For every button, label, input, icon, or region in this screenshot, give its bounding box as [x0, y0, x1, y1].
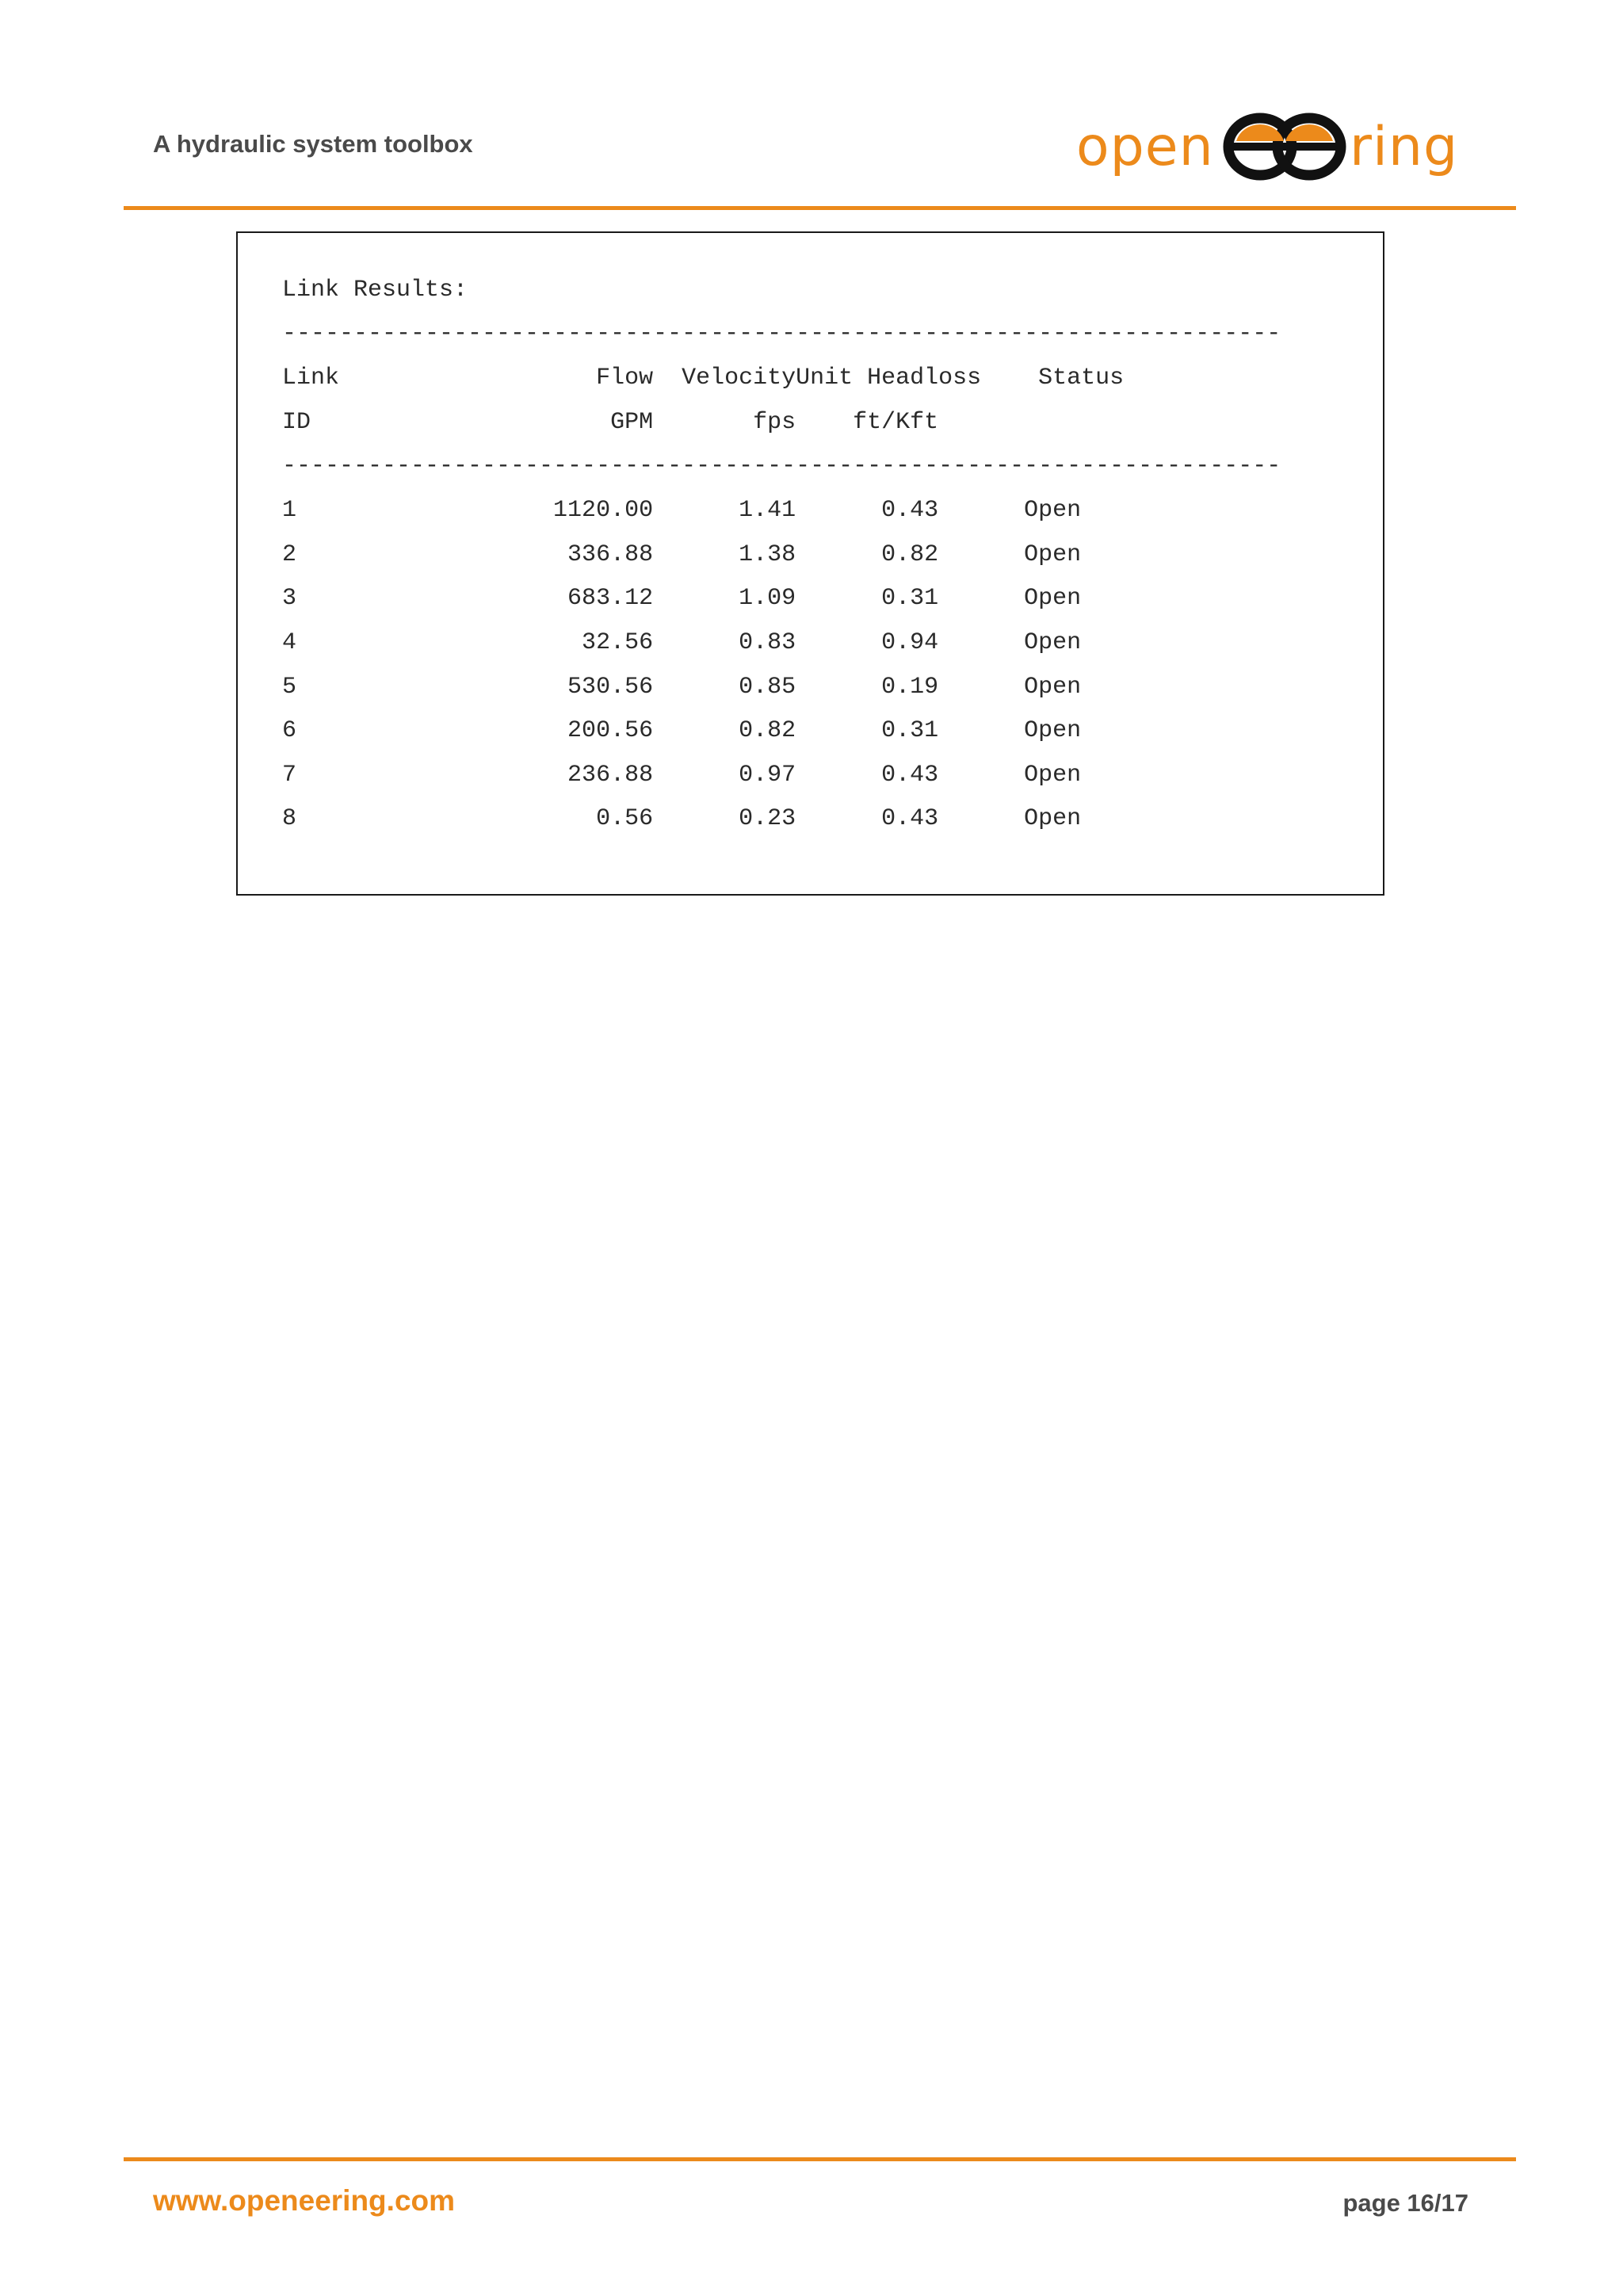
footer-website-link[interactable]: www.openeering.com	[153, 2184, 456, 2217]
column-header-row-2: ID GPM fps ft/Kft	[282, 409, 939, 436]
table-row: 6 200.56 0.82 0.31 Open	[282, 717, 1082, 744]
table-row: 4 32.56 0.83 0.94 Open	[282, 629, 1082, 656]
table-row: 8 0.56 0.23 0.43 Open	[282, 805, 1082, 832]
table-row: 3 683.12 1.09 0.31 Open	[282, 585, 1082, 612]
logo-text-open: open	[1076, 116, 1214, 178]
column-header-row-1: Link Flow VelocityUnit Headloss Status	[282, 365, 1125, 392]
table-row: 2 336.88 1.38 0.82 Open	[282, 541, 1082, 568]
table-row: 7 236.88 0.97 0.43 Open	[282, 762, 1082, 789]
header-divider	[124, 206, 1516, 210]
table-row: 1 1120.00 1.41 0.43 Open	[282, 497, 1082, 524]
separator-top: ----------------------------------------------------------------------	[282, 320, 1281, 347]
logo-ee-icon	[1222, 111, 1347, 182]
separator-bottom: ----------------------------------------------------------------------	[282, 453, 1281, 479]
page-number: page 16/17	[1342, 2189, 1468, 2217]
logo-text-ring: ring	[1350, 116, 1459, 178]
results-title: Link Results:	[282, 277, 468, 304]
openeering-logo	[1076, 108, 1472, 187]
link-results-box	[236, 231, 1384, 896]
table-row: 5 530.56 0.85 0.19 Open	[282, 674, 1082, 701]
footer-divider	[124, 2157, 1516, 2161]
document-title: A hydraulic system toolbox	[153, 130, 473, 158]
